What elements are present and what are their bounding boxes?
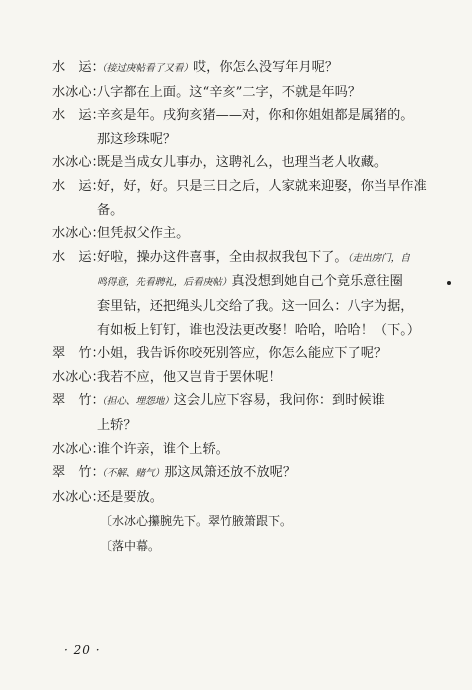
speech-text: 八字都在上面。这“辛亥”二字，不就是年吗？ <box>97 84 362 100</box>
speech-text: 真没想到她自己个竟乐意往圈 <box>231 274 403 290</box>
dialogue-line <box>52 438 442 462</box>
line-text <box>97 270 403 295</box>
speech-text: 我若不应，他又岂肯于罢休呢！ <box>97 369 282 385</box>
speaker-name: 水冰心： <box>52 226 105 242</box>
line-text <box>97 151 387 175</box>
speech-text: 小姐，我告诉你咬死别答应，你怎么能应下了呢？ <box>97 346 388 362</box>
dialogue-line <box>52 389 442 414</box>
speech-text: 那这凤箫还放不放呢？ <box>164 465 297 481</box>
speaker-name: 水冰心： <box>52 84 105 100</box>
line-text <box>97 246 410 271</box>
dialogue-line <box>52 151 442 175</box>
dialogue-line <box>52 246 442 271</box>
speaker-name: 翠 竹： <box>52 465 105 481</box>
line-text <box>97 199 123 223</box>
dialogue-line <box>52 461 442 486</box>
line-text <box>97 366 282 390</box>
line-text <box>97 295 414 319</box>
speaker-name: 水 运： <box>52 60 105 75</box>
line-text <box>97 128 176 152</box>
stage-note: 鸣得意，先看聘礼，后看庚帖） <box>97 277 232 289</box>
stage-note: （走出房门，自 <box>347 252 410 264</box>
speech-text: 上轿？ <box>97 417 137 433</box>
stage-note: （接过庚帖看了又看） <box>97 63 193 74</box>
line-text <box>97 319 420 343</box>
speech-text: 谁个许亲，谁个上轿。 <box>97 441 229 457</box>
stage-note: （不解、赌气） <box>97 468 165 480</box>
dialogue-line <box>52 414 442 438</box>
speech-text: 好，好，好。只是三日之后，人家就来迎娶，你当早作准 <box>97 178 427 194</box>
speech-text: 好啦，操办这件喜事，全由叔叔我包下了。 <box>97 249 348 265</box>
page-number: · 20 · <box>64 643 101 657</box>
margin-dot <box>447 281 451 285</box>
speech-text: 那这珍珠呢？ <box>97 131 177 147</box>
speech-text: 备。 <box>97 202 124 218</box>
speaker-name: 水冰心： <box>52 369 105 385</box>
speaker-name: 水冰心： <box>52 155 105 171</box>
line-text <box>97 438 229 462</box>
line-text <box>97 389 385 414</box>
dialogue-line <box>52 175 442 199</box>
line-text <box>97 414 137 438</box>
speaker-name: 水 运： <box>52 249 105 265</box>
dialogue-line <box>52 295 442 319</box>
dialogue-line <box>52 486 442 510</box>
speech-text: 哎，你怎么没写年月呢？ <box>192 60 339 75</box>
line-text <box>97 104 414 128</box>
speech-text: 但凭叔父作主。 <box>97 226 190 242</box>
line-text <box>97 81 361 105</box>
dialogue-line <box>52 366 442 390</box>
speaker-name: 水冰心： <box>52 489 105 505</box>
line-text <box>97 175 427 199</box>
stage-note: （担心、埋怨地） <box>97 396 174 408</box>
speaker-name: 水冰心： <box>52 441 105 457</box>
line-text <box>97 56 338 81</box>
speaker-name: 翠 竹： <box>52 346 105 362</box>
line-text <box>97 486 163 510</box>
line-text <box>97 222 189 246</box>
dialogue-line <box>52 81 442 105</box>
dialogue-line <box>52 128 442 152</box>
speaker-name: 水 运： <box>52 108 105 124</box>
speech-text: 既是当成女儿事办，这聘礼么，也理当老人收藏。 <box>97 155 388 171</box>
dialogue-line <box>52 199 442 223</box>
speech-text: 还是要放。 <box>97 489 163 505</box>
dialogue-line <box>52 342 442 366</box>
dialogue-line <box>52 319 442 343</box>
speech-text: 这会儿应下容易，我问你：到时候谁 <box>173 393 385 409</box>
dialogue-line <box>52 104 442 128</box>
line-text <box>97 461 296 486</box>
dialogue-line <box>52 56 442 81</box>
speech-text: 套里钻，还把绳头儿交给了我。这一回么：八字为据， <box>97 298 414 314</box>
line-text <box>97 342 387 366</box>
speaker-name: 翠 竹： <box>52 393 105 409</box>
speech-text: 辛亥是年。戌狗亥猪——对，你和你姐姐都是属猪的。 <box>97 108 414 124</box>
dialogue-line <box>52 222 442 246</box>
dialogue-line <box>52 270 442 295</box>
speech-text: 有如板上钉钉，谁也没法更改娶！哈哈，哈哈！（下。） <box>97 322 421 338</box>
script-body <box>52 56 442 559</box>
stage-direction: 〔水冰心攥腕先下。翠竹腋箫跟下。 <box>100 514 293 529</box>
speaker-name: 水 运： <box>52 178 105 194</box>
stage-direction: 〔落中幕。 <box>100 539 161 554</box>
